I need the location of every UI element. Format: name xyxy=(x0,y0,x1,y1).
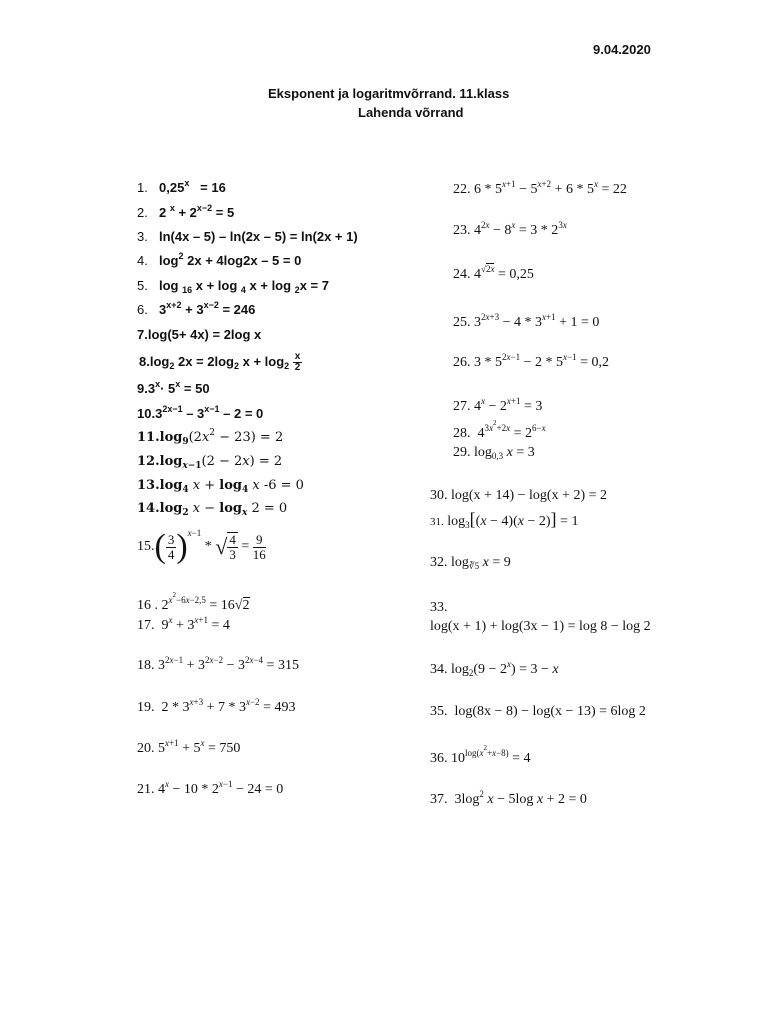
problem-33-equation: log(x + 1) + log(3x − 1) = log 8 − log 2 xyxy=(430,619,651,634)
problem-24: 24. $4^{√2x} = 0,25$ xyxy=(453,264,534,282)
problem-3: 3. ln(4x – 5) – ln(2x – 5) = ln(2x + 1) xyxy=(137,229,358,244)
problem-21: 21. $4^x - 10 * 2^{x-1} - 24 = 0$ xyxy=(137,779,284,797)
problem-5: 5. log $_{16}$ x + log $_4$ x + log $_2$x = 7 xyxy=(137,278,329,295)
problem-16: 16 . $2^{x^2-6x-2,5} = 16√2$ xyxy=(137,591,250,613)
problem-2: 2. 2 $^x + 2^{x-2} = 5$ xyxy=(137,203,235,220)
problem-29: 29. $\log_{0,3} x = 3$ xyxy=(453,445,535,461)
problem-34: 34. $\log_2(9 - 2^x) = 3 - x$ xyxy=(430,659,559,678)
problem-9: $9.3^x\cdot 5^x = 50$ xyxy=(137,379,210,396)
problem-37: 37. $3\log^2$ x − 5log x + 2 = 0 xyxy=(430,789,587,807)
problem-4: 4. $\log^2 2x + 4\log 2x - 5 = 0$ xyxy=(137,251,302,268)
problem-15: 15.( $\frac{3}{4}$ )$^{x-1}$ * √ $\frac{4}{3}$ = $\frac{9}{16}$ xyxy=(137,528,266,565)
problem-22: 22. $6 * 5^{x+1} - 5^{x+2} + 6 * 5^x = 22$ xyxy=(453,179,627,197)
problem-23: 23. $4^{2x} - 8^x = 3 * 2^{3x}$ xyxy=(453,220,567,238)
problem-17: 17. $9^x + 3^{x+1} = 4$ xyxy=(137,615,230,633)
problem-26: 26. $3 * 5^{2x-1} - 2 * 5^{x-1} = 0,2$ xyxy=(453,352,609,370)
problem-30: 30. log(x + 14) − log(x + 2) = 2 xyxy=(430,488,608,503)
problem-11: $11.\log_9(2x^2 - 23) = 2$ xyxy=(137,428,284,447)
problem-25: 25. $3^{2x+3} - 4 * 3^{x+1} + 1 = 0$ xyxy=(453,312,600,330)
problem-19: 19. $2 * 3^{x+3} + 7 * 3^{x-2} = 493$ xyxy=(137,697,296,715)
page-date: 9.04.2020 xyxy=(593,42,651,57)
problem-35: 35. log(8x − 8) − log(x − 13) = 6log 2 xyxy=(430,704,646,719)
problem-14: $14.\log_2$ $x - \log_x 2 = 0$ xyxy=(137,501,288,518)
problem-10: $10.3^{2x-1} - 3^{x-1} - 2 = 0$ xyxy=(137,404,264,421)
problem-36: 36. $10^{log(x^2+x-8)} = 4$ xyxy=(430,744,531,766)
problem-7: 7.log(5+ 4x) = 2log x xyxy=(137,327,262,342)
title-line: Eksponent ja logaritmvõrrand. 11.klass xyxy=(268,86,510,101)
problem-6: 6. $3^{x+2} + 3^{x-2} = 246$ xyxy=(137,300,256,317)
problem-1: 1. 0,25$^x$ = 16 xyxy=(137,178,226,195)
problem-18: 18. $3^{2x-1} + 3^{2x-2} - 3^{2x-4} = 315$ xyxy=(137,655,299,673)
problem-13: $13.\log_4$ $x + \log_4 x$ -6 = 0 xyxy=(137,478,304,495)
problem-31: 31. $\log_3[(x - 4)(x - 2)] = 1$ xyxy=(430,509,579,530)
problem-27: 27. $4^x - 2^{x+1} = 3$ xyxy=(453,396,543,414)
problem-12: $12.\log_{x-1}(2 - 2x) = 2$ xyxy=(137,454,283,471)
problem-20: 20. $5^{x+1} + 5^x = 750$ xyxy=(137,738,241,756)
problem-32: 32. $\log_{∛5} x = 9$ xyxy=(430,555,511,571)
problem-8: $8.\log_2$ $2x = 2\log_2$ $x + \log_2$ $\frac{x}{2}$ xyxy=(139,351,301,373)
problem-33: 33. xyxy=(430,600,448,615)
subtitle-line: Lahenda võrrand xyxy=(358,105,464,120)
problem-28: 28. $4^{3x^2+2x} = 2^{6-x}$ xyxy=(453,419,546,441)
